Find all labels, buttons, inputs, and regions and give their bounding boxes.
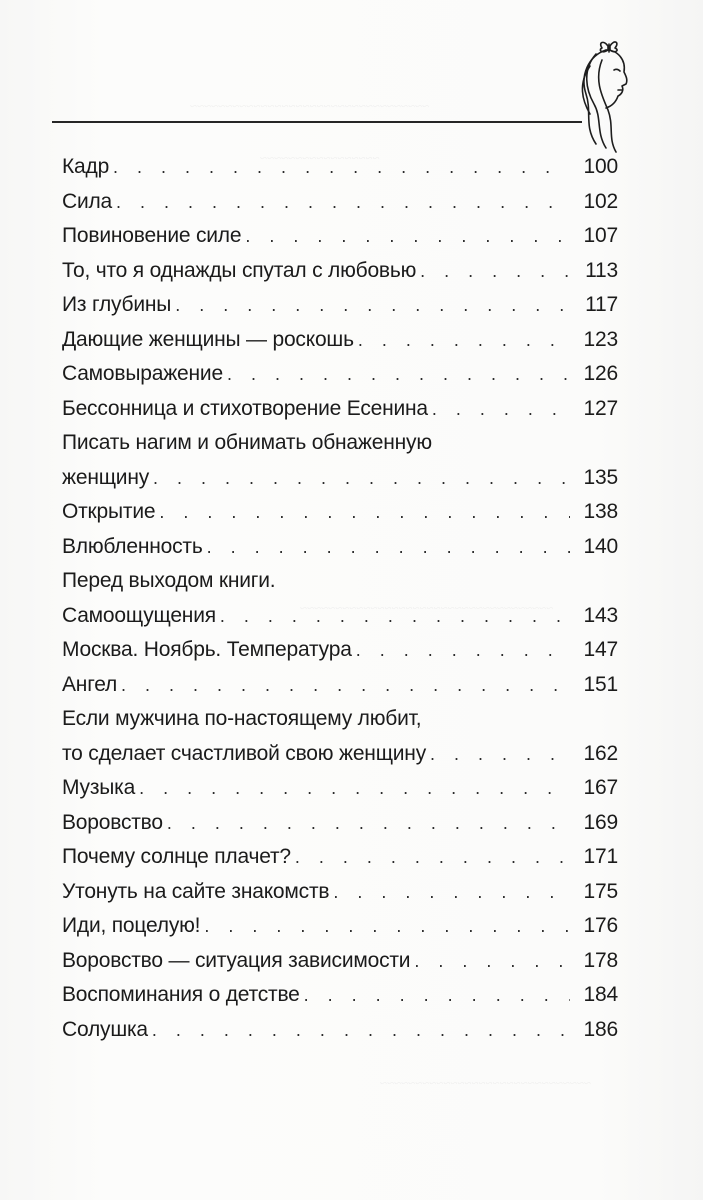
toc-entry-title: То, что я однажды спутал с любовью — [62, 258, 417, 282]
toc-entry — [62, 357, 618, 392]
toc-entry — [62, 806, 618, 841]
toc-entry — [62, 668, 618, 703]
toc-line — [62, 944, 618, 979]
toc-entry — [62, 426, 618, 495]
toc-dot-leader — [295, 840, 570, 875]
toc-dot-leader — [139, 771, 570, 806]
toc-page-number: 176 — [583, 914, 618, 937]
toc-entry — [62, 771, 618, 806]
toc-line — [62, 357, 618, 392]
toc-dot-leader — [204, 909, 570, 944]
toc-line — [62, 875, 618, 910]
toc-entry — [62, 875, 618, 910]
show-through-text: ~~~~~~~~~~~~~~~~~ — [260, 150, 380, 165]
toc-entry-title: Повиновение силе — [62, 224, 242, 247]
toc-dot-leader — [153, 461, 570, 496]
toc-dot-leader — [414, 944, 570, 979]
toc-entry — [62, 702, 618, 771]
toc-page-number: 138 — [583, 500, 618, 523]
toc-entry — [62, 599, 618, 634]
toc-line — [62, 633, 618, 668]
toc-page-number: 175 — [583, 879, 618, 903]
toc-entry — [62, 254, 618, 289]
toc-entry-title: Если мужчина по-настоящему любит, — [62, 707, 422, 730]
toc-page-number: 127 — [583, 396, 618, 420]
toc-line — [62, 495, 618, 530]
toc-page-number: 100 — [583, 155, 618, 178]
toc-entry-title: Сила — [62, 189, 113, 213]
toc-line — [62, 668, 618, 703]
toc-entry-title: Воровство — ситуация зависимости — [62, 948, 411, 972]
toc-page-number: 135 — [583, 465, 618, 489]
toc-page-number: 147 — [583, 638, 618, 661]
toc-entry-title: Музыка — [62, 776, 136, 799]
toc-dot-leader — [432, 392, 570, 427]
toc-entry — [62, 392, 618, 427]
toc-line — [62, 288, 618, 323]
toc-dot-leader — [167, 806, 570, 841]
toc-entry-title: Из глубины — [62, 293, 172, 316]
toc-line — [62, 564, 618, 599]
toc-line — [62, 392, 618, 427]
show-through-text: ~~~~~~~~~~~~~~~~~~~~~~~~~~~~~~~~~~~~ — [300, 600, 554, 615]
toc-line — [62, 254, 618, 289]
toc-dot-leader — [304, 978, 570, 1013]
toc-line — [62, 702, 618, 737]
toc-entry-title: Иди, поцелую! — [62, 914, 201, 937]
toc-entry-title: то сделает счастливой свою женщину — [62, 741, 427, 765]
toc-entry-title: Самовыражение — [62, 362, 223, 385]
toc-page-number: 151 — [583, 672, 618, 696]
toc-entry-title: Воровство — [62, 810, 163, 834]
toc-line — [62, 840, 618, 875]
table-of-contents — [62, 150, 618, 1047]
toc-line — [62, 150, 618, 185]
toc-line — [62, 219, 618, 254]
toc-dot-leader — [159, 495, 570, 530]
toc-line — [62, 530, 618, 565]
toc-entry-title: Бессонница и стихотворение Есенина — [62, 396, 428, 420]
toc-page-number: 178 — [583, 948, 618, 972]
toc-entry — [62, 633, 618, 668]
toc-dot-leader — [220, 599, 570, 634]
toc-line — [62, 771, 618, 806]
toc-line — [62, 599, 618, 634]
toc-entry-title: Перед выходом книги. — [62, 569, 276, 592]
toc-dot-leader — [227, 357, 570, 392]
toc-entry — [62, 909, 618, 944]
toc-entry — [62, 288, 618, 323]
toc-dot-leader — [245, 219, 570, 254]
toc-entry-title: женщину — [62, 465, 150, 489]
toc-page-number: 143 — [583, 603, 618, 627]
toc-page-number: 167 — [583, 776, 618, 799]
toc-line — [62, 978, 618, 1013]
toc-entry — [62, 185, 618, 220]
toc-entry-title: Кадр — [62, 155, 110, 178]
toc-dot-leader — [356, 633, 570, 668]
toc-entry — [62, 978, 618, 1013]
toc-page-number: 140 — [583, 534, 618, 558]
toc-dot-leader — [207, 530, 570, 565]
toc-line — [62, 1013, 618, 1048]
toc-entry — [62, 1013, 618, 1048]
toc-line — [62, 426, 618, 461]
toc-entry — [62, 944, 618, 979]
toc-line — [62, 461, 618, 496]
header-rule — [52, 121, 582, 123]
toc-dot-leader — [420, 254, 570, 289]
toc-entry-title: Ангел — [62, 672, 118, 696]
toc-entry-title: Писать нагим и обнимать обнаженную — [62, 431, 432, 454]
toc-entry-title: Утонуть на сайте знакомств — [62, 879, 330, 903]
toc-line — [62, 185, 618, 220]
show-through-text: ~~~~~~~~~~~~~~~~~~~~~~~~~~~~~~ — [380, 1075, 591, 1090]
toc-entry — [62, 530, 618, 565]
toc-page-number: 102 — [583, 189, 618, 213]
toc-entry — [62, 564, 618, 599]
show-through-text: ~~~~~~~~~~~~~~~~~~~~~~~~~~~~~~~~~~ — [190, 98, 430, 113]
toc-dot-leader — [175, 288, 570, 323]
toc-entry — [62, 323, 618, 358]
toc-line — [62, 323, 618, 358]
toc-page-number: 169 — [583, 810, 618, 834]
toc-dot-leader — [333, 875, 570, 910]
toc-entry — [62, 150, 618, 185]
toc-page-number: 162 — [583, 741, 618, 765]
toc-page-number: 123 — [583, 327, 618, 351]
toc-entry-title: Влюбленность — [62, 534, 203, 558]
toc-page-number: 126 — [583, 362, 618, 385]
woman-profile-with-butterfly-icon — [572, 40, 672, 155]
toc-entry — [62, 219, 618, 254]
toc-page-number: 113 — [585, 258, 618, 282]
toc-entry — [62, 840, 618, 875]
toc-dot-leader — [116, 185, 570, 220]
toc-line — [62, 909, 618, 944]
toc-page-number: 184 — [583, 983, 618, 1006]
toc-page-number: 117 — [585, 293, 618, 316]
toc-entry-title: Открытие — [62, 500, 156, 523]
toc-line — [62, 806, 618, 841]
toc-dot-leader — [430, 737, 570, 772]
toc-entry — [62, 495, 618, 530]
toc-dot-leader — [152, 1013, 570, 1048]
toc-entry-title: Самоощущения — [62, 603, 216, 627]
toc-page-number: 171 — [583, 845, 618, 868]
toc-entry-title: Москва. Ноябрь. Температура — [62, 638, 352, 661]
toc-dot-leader — [113, 150, 570, 185]
toc-line — [62, 737, 618, 772]
toc-entry-title: Дающие женщины — роскошь — [62, 327, 354, 351]
toc-entry-title: Почему солнце плачет? — [62, 845, 291, 868]
toc-page-number: 186 — [583, 1017, 618, 1041]
toc-entry-title: Солушка — [62, 1017, 148, 1041]
toc-dot-leader — [358, 323, 570, 358]
toc-dot-leader — [121, 668, 570, 703]
toc-page-number: 107 — [583, 224, 618, 247]
toc-entry-title: Воспоминания о детстве — [62, 983, 300, 1006]
